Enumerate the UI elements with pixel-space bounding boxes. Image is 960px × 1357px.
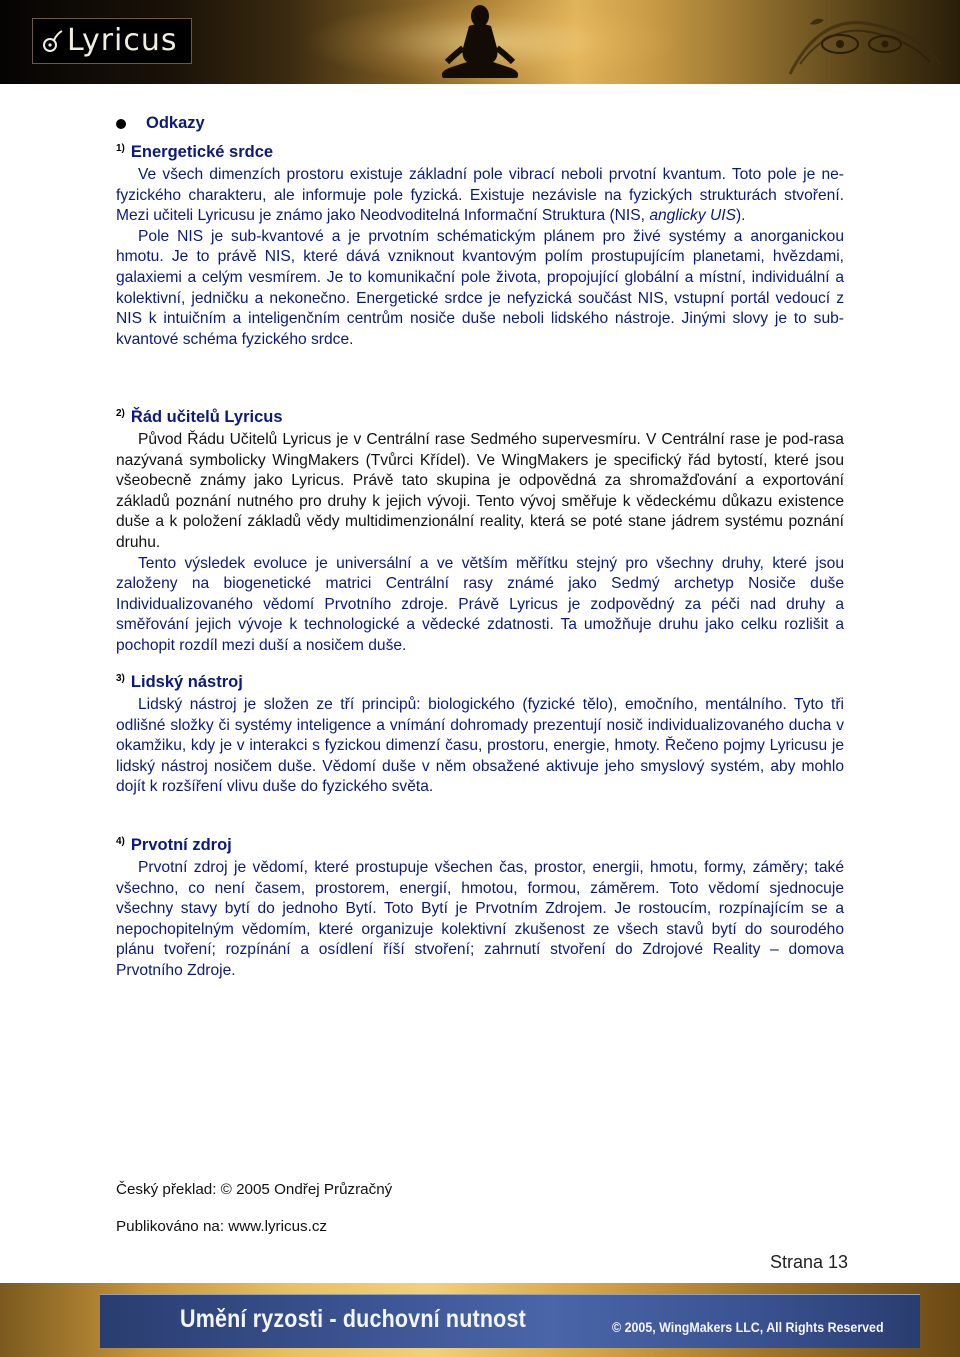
page-number: Strana 13 — [769, 1252, 848, 1272]
lyricus-logo[interactable] — [32, 18, 192, 64]
section-paragraph — [116, 165, 844, 227]
decorative-eye-art-icon — [780, 4, 950, 80]
section-lidsky-nastroj — [116, 673, 844, 798]
section-energeticke-srdce — [116, 143, 844, 350]
paragraph-text: Ve všech dimenzích prostoru existuje základní pole vibrací neboli prvotní kvantum. Toto pole je ne-fyzického charakteru, ale informuje pole fyzická. Existuje nezávisle na fyzických strukturách stvoření. Mezi učiteli Lyricusu je známo jako Neodvoditelná Informační Struktura (NIS, — [116, 166, 844, 225]
section-title: Lidský nástroj — [130, 673, 243, 691]
section-paragraph: Lidský nástroj je složen ze tří principů: biologického (fyzické tělo), emočního, mentálního. Tyto tři odlišné složky či systémy inteligence a vnímání dohromady prezentují nosič individualizovaného ducha v okamžiku, kdy je v interakci s fyzickou dimenzí času, prostoru, energie, hmoty. Řečeno pojmy Lyricusu je lidský nástroj nosičem duše. Vědomí duše v něm obsažené aktivuje jeho smyslový systém, aby mohlo dojít k rozšíření vlivu duše do fyzického světa. — [116, 696, 844, 796]
header-banner — [0, 0, 960, 84]
footer-copyright: © 2005, WingMakers LLC, All Rights Reserved — [612, 1320, 884, 1335]
section-paragraph: Tento výsledek evoluce je universální a ve větším měřítku stejný pro všechny druhy, které jsou založeny na biogenetické matrici Centrální rasy známé jako Sedmý archetyp Nosiče duše Individualizovaného vědomí Prvotního zdroje. Právě Lyricus je zodpovědný za péči nad druhy a směřování jejich vývoje k technologické a vědecké zdatnosti. Ta umožňuje druhu jako celku rozlišit a pochopit rozdíl mezi duší a nosičem duše. — [116, 554, 844, 654]
section-number: 2) — [116, 408, 125, 419]
section-header — [116, 143, 844, 165]
section-prvotni-zdroj — [116, 836, 844, 982]
published-link[interactable]: Publikováno na: www.lyricus.cz — [116, 1218, 328, 1235]
section-title: Energetické srdce — [130, 143, 274, 161]
section-header — [116, 673, 844, 695]
logo-text: Lyricus — [67, 23, 178, 58]
meditating-figure-icon — [425, 2, 535, 82]
footer-motto: Umění ryzosti - duchovní nutnost — [180, 1305, 526, 1333]
section-paragraph: Prvotní zdroj je vědomí, které prostupuje všechen čas, prostor, energii, hmotu, formy, záměry; také všechno, co není časem, prostorem, energií, hmotou, formou, záměrem. Toto vědomí sjednocuje všechny stavy bytí do jednoho Bytí. Toto Bytí je Prvotním Zdrojem. Je rostoucím, rozpínajícím se a nepochopitelným vědomím, které organizuje kolektivní zkušenost ze všech stavů bytí do sourodého plánu tvoření; rozpínání a osídlení říší stvoření; zahrnutí stvoření do Zdrojové Reality – domova Prvotního Zdroje. — [116, 859, 844, 979]
section-number: 1) — [116, 143, 125, 154]
bullet-icon — [116, 119, 126, 129]
paragraph-text-end: ). — [735, 207, 746, 225]
section-paragraph: Pole NIS je sub-kvantové a je prvotním schématickým plánem pro živé systémy a anorganickou hmotu. Je to právě NIS, které dává vzniknout kvantovým polím prostupujícím planetami, hvězdami, galaxiemi a celým vesmírem. Je to komunikační pole života, propojující globální a místní, individuální a kolektivní, jedničku a nekonečno. Energetické srdce je nefyzická součást NIS, vstupní portál vedoucí z NIS k intuičním a inteligenčním centrům nosiče duše neboli lidského nástroje. Jinými slovy je to sub-kvantové schéma fyzického srdce. — [116, 227, 844, 348]
odkazy-title: Odkazy — [146, 114, 205, 132]
paragraph-italic: anglicky UIS — [649, 207, 736, 225]
section-header — [116, 836, 844, 858]
translation-credit: Český překlad: © 2005 Ondřej Průzračný — [116, 1181, 393, 1198]
lyricus-logo-mark-icon — [41, 28, 63, 54]
section-header — [116, 408, 844, 430]
section-paragraph: Původ Řádu Učitelů Lyricus je v Centrální rase Sedmého supervesmíru. V Centrální rase je pod-rasa nazývaná symbolicky WingMakers (Tvůrci Křídel). Ve WingMakers je specifický řád bytostí, které jsou všeobecně známy jako Lyricus. Právě tato skupina je odpovědná za shromažďování a exportování základů poznání nutného pro druhy k jejich vývoji. Tento vývoj směřuje k vědeckému důkazu existence duše a k položení základů vědy multidimenzionální reality, která se poté stane jádrem systému poznání druhu. — [116, 431, 844, 551]
section-title: Řád učitelů Lyricus — [130, 408, 283, 426]
section-title: Prvotní zdroj — [130, 836, 232, 854]
odkazy-heading — [116, 114, 205, 133]
section-number: 4) — [116, 836, 125, 847]
section-number: 3) — [116, 673, 125, 684]
section-rad-ucitelu — [116, 408, 844, 657]
